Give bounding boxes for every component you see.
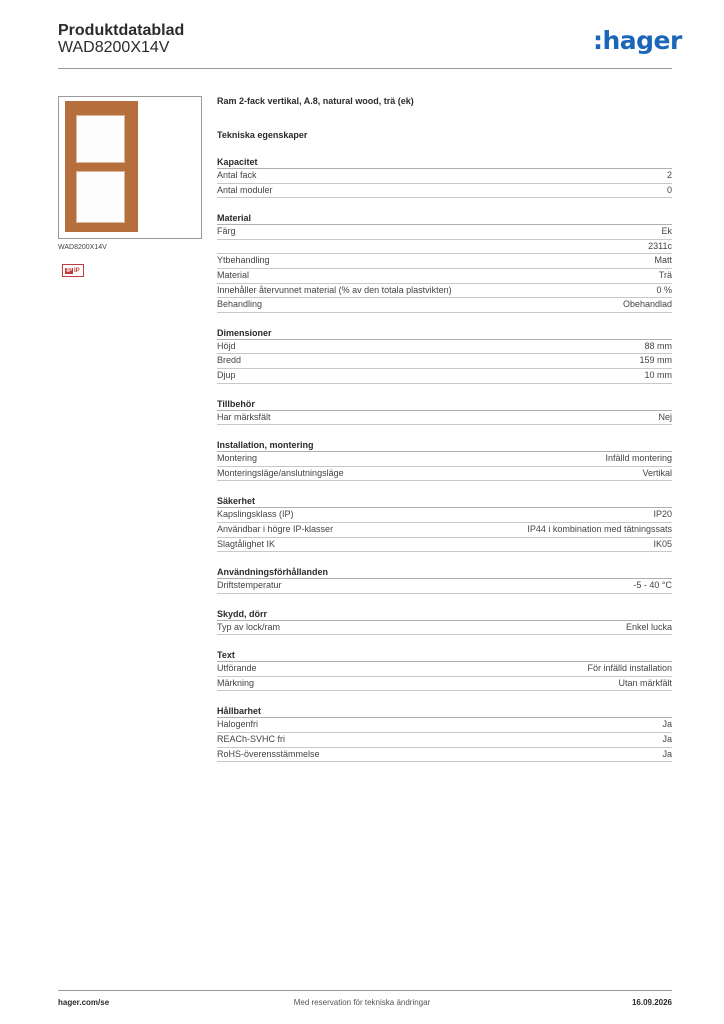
spec-section bbox=[217, 566, 672, 594]
section-title: Skydd, dörr bbox=[217, 608, 672, 621]
section-title: Dimensioner bbox=[217, 327, 672, 340]
spec-value: Utan märkfält bbox=[618, 677, 672, 688]
footer-note: Med reservation för tekniska ändringar bbox=[293, 998, 431, 1007]
spec-row bbox=[217, 369, 672, 384]
spec-value: Ja bbox=[662, 734, 672, 745]
spec-row bbox=[217, 467, 672, 482]
spec-label: Utförande bbox=[217, 663, 257, 674]
spec-value: -5 - 40 °C bbox=[633, 580, 672, 591]
spec-value: 10 mm bbox=[644, 369, 672, 380]
spec-row bbox=[217, 169, 672, 184]
product-name: Ram 2-fack vertikal, A.8, natural wood, trä (ek) bbox=[217, 96, 414, 106]
spec-row bbox=[217, 354, 672, 369]
spec-row bbox=[217, 298, 672, 313]
frame-opening-bottom bbox=[76, 171, 125, 223]
spec-row bbox=[217, 452, 672, 467]
section-title: Kapacitet bbox=[217, 156, 672, 169]
spec-label: Bredd bbox=[217, 355, 242, 366]
spec-row bbox=[217, 269, 672, 284]
spec-section bbox=[217, 608, 672, 636]
spec-value: Ja bbox=[662, 748, 672, 759]
spec-row bbox=[217, 677, 672, 692]
spec-value: Vertikal bbox=[642, 467, 672, 478]
spec-label: Slagtålighet IK bbox=[217, 538, 276, 549]
wood-frame-image bbox=[65, 101, 138, 232]
spec-value: För infälld installation bbox=[587, 663, 672, 674]
spec-label: Kapslingsklass (IP) bbox=[217, 509, 294, 520]
section-title: Användningsförhållanden bbox=[217, 566, 672, 579]
spec-label: Höjd bbox=[217, 340, 236, 351]
spec-section bbox=[217, 705, 672, 762]
spec-content bbox=[217, 96, 672, 762]
spec-label: Material bbox=[217, 269, 250, 280]
spec-section bbox=[217, 439, 672, 481]
section-title: Säkerhet bbox=[217, 495, 672, 508]
spec-row bbox=[217, 748, 672, 763]
spec-section bbox=[217, 212, 672, 313]
spec-row bbox=[217, 254, 672, 269]
spec-label: Montering bbox=[217, 453, 258, 464]
footer-website[interactable]: hager.com/se bbox=[58, 998, 110, 1007]
spec-value: 159 mm bbox=[639, 355, 672, 366]
spec-row bbox=[217, 662, 672, 677]
spec-label: Har märksfält bbox=[217, 411, 271, 422]
spec-row bbox=[217, 579, 672, 594]
spec-value: IP44 i kombination med tätningssats bbox=[527, 523, 672, 534]
spec-section bbox=[217, 398, 672, 426]
product-image bbox=[58, 96, 202, 239]
spec-label: Antal moduler bbox=[217, 184, 273, 195]
spec-value: Matt bbox=[654, 255, 672, 266]
spec-row bbox=[217, 718, 672, 733]
product-code: WAD8200X14V bbox=[58, 39, 170, 56]
section-title: Material bbox=[217, 212, 672, 225]
spec-value: 88 mm bbox=[644, 340, 672, 351]
spec-row bbox=[217, 411, 672, 426]
spec-row bbox=[217, 733, 672, 748]
ip-badge-icon bbox=[62, 264, 84, 277]
spec-value: IK05 bbox=[653, 538, 672, 549]
image-caption: WAD8200X14V bbox=[58, 244, 107, 251]
spec-value: 2 bbox=[666, 170, 672, 180]
spec-sections bbox=[217, 156, 672, 762]
spec-value: Obehandlad bbox=[622, 299, 672, 310]
spec-row bbox=[217, 621, 672, 636]
spec-label: Innehåller återvunnet material (% av den totala plastvikten) bbox=[217, 284, 452, 295]
spec-row bbox=[217, 225, 672, 240]
spec-value: Enkel lucka bbox=[625, 621, 672, 632]
footer-divider bbox=[58, 990, 672, 991]
frame-opening-top bbox=[76, 115, 125, 163]
spec-label: Typ av lock/ram bbox=[217, 621, 281, 632]
spec-section bbox=[217, 327, 672, 384]
ip-badge-left: IP bbox=[66, 267, 72, 274]
spec-value: 2311c bbox=[648, 240, 672, 251]
spec-row bbox=[217, 184, 672, 199]
spec-row bbox=[217, 284, 672, 299]
spec-row bbox=[217, 523, 672, 538]
spec-label: Djup bbox=[217, 369, 236, 380]
spec-label: Behandling bbox=[217, 299, 263, 310]
spec-label: REACh-SVHC fri bbox=[217, 734, 286, 745]
header-divider bbox=[58, 68, 672, 69]
spec-label: Ytbehandling bbox=[217, 255, 270, 266]
spec-label: Färg bbox=[217, 226, 236, 237]
spec-value: Infälld montering bbox=[605, 453, 672, 464]
footer-date: 16.09.2026 bbox=[631, 998, 672, 1007]
spec-label: Användbar i högre IP-klasser bbox=[217, 523, 334, 534]
spec-label: Driftstemperatur bbox=[217, 580, 282, 591]
spec-label: Antal fack bbox=[217, 170, 257, 180]
tech-heading: Tekniska egenskaper bbox=[217, 130, 308, 140]
spec-value: Ja bbox=[662, 719, 672, 730]
document-title: Produktdatablad bbox=[58, 22, 185, 39]
spec-section bbox=[217, 649, 672, 691]
spec-value: 0 % bbox=[656, 284, 672, 295]
spec-value: Ek bbox=[661, 226, 672, 237]
spec-label: Märkning bbox=[217, 677, 255, 688]
section-title: Hållbarhet bbox=[217, 705, 672, 718]
section-title: Tillbehör bbox=[217, 398, 672, 411]
hager-logo: :hager bbox=[593, 26, 682, 55]
spec-value: 0 bbox=[666, 184, 672, 195]
spec-row bbox=[217, 508, 672, 523]
spec-value: Nej bbox=[658, 411, 672, 422]
spec-row bbox=[217, 240, 672, 255]
spec-section bbox=[217, 156, 672, 198]
section-title: Text bbox=[217, 649, 672, 662]
spec-row bbox=[217, 538, 672, 553]
spec-label: Halogenfri bbox=[217, 719, 259, 730]
spec-value: Trä bbox=[658, 269, 672, 280]
spec-value: IP20 bbox=[653, 509, 672, 520]
spec-section bbox=[217, 495, 672, 552]
spec-row bbox=[217, 340, 672, 355]
spec-label: Monteringsläge/anslutningsläge bbox=[217, 467, 344, 478]
spec-label: RoHS-överensstämmelse bbox=[217, 748, 320, 759]
ip-badge-right: IP bbox=[74, 267, 80, 274]
section-title: Installation, montering bbox=[217, 439, 672, 452]
